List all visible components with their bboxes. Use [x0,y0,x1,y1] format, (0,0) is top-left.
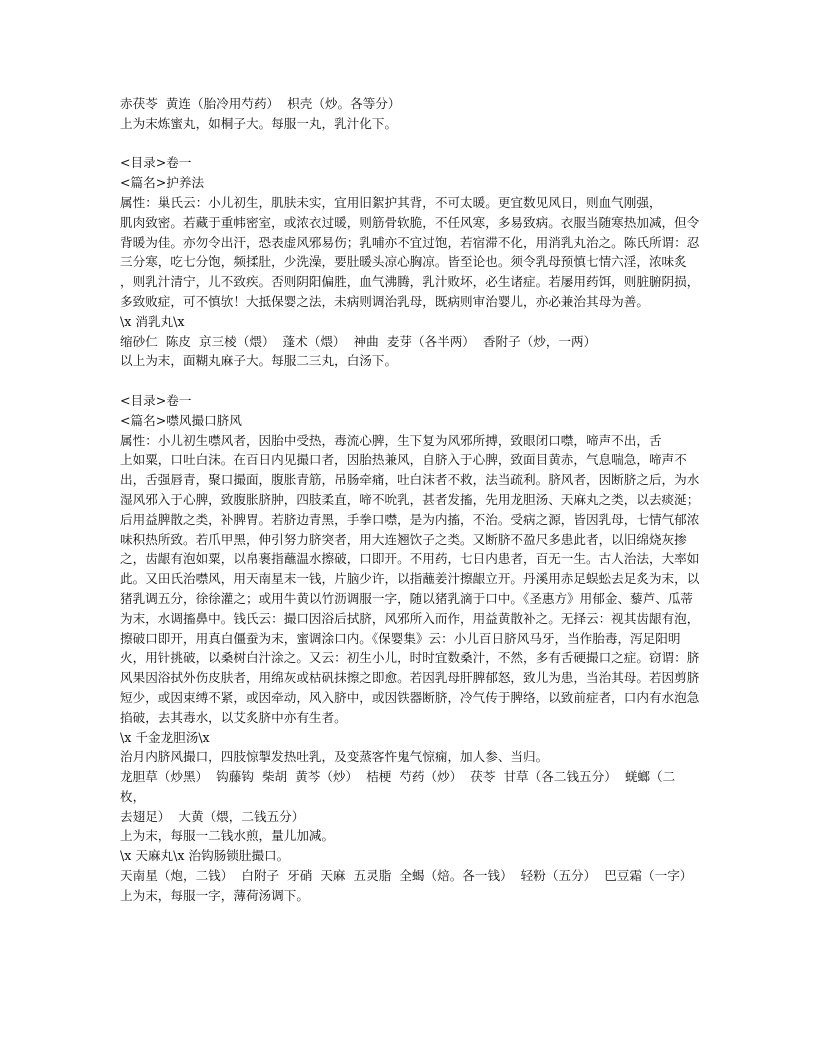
ingredients-line: 缩砂仁 陈皮 京三棱（煨） 蓬术（煨） 神曲 麦芽（各半两） 香附子（炒，一两） [120,333,597,349]
document-page [120,94,700,906]
text-line: 上为末炼蜜丸，如桐子大。每服一丸，乳汁化下。 [120,115,398,131]
catalog-heading: <目录>卷一 [120,392,192,408]
paragraph: 肌肉致密。若藏于重帏密室，或浓衣过暖，则筋骨软脆，不任风寒，多易致病。衣服当随寒热加减，但令背暖为佳。亦勿令出汗，恐表虚风邪易伤；乳哺亦不宜过饱，若宿滞不化，用消乳丸治之。陈氏所谓：忍三分寒，吃七分饱，频揉肚，少洗澡，要肚暖头凉心胸凉。皆至论也。须令乳母预慎七情六淫，浓味炙 ，则乳汁清宁，儿不致疾。否则阴阳偏胜，血气沸腾，乳汁败坏，必生诸症。若屡用药饵，则脏腑阴损，多致败症，可不慎欤！大抵保婴之法，未病则调治乳母，既病则审治婴儿，亦必兼治其母为善。 [120,214,700,309]
text-line: 以上为末，面糊丸麻子大。每服二三丸，白汤下。 [120,353,398,369]
text-line: 属性：小儿初生噤风者，因胎中受热，毒流心脾，生下复为风邪所搏，致眼闭口噤，啼声不出，舌 [120,432,662,448]
text-line: 治月内脐风撮口，四肢惊掣发热吐乳，及变蒸客忤鬼气惊痫，加人参、当归。 [120,749,549,765]
catalog-heading: <目录>卷一 [120,155,192,171]
chapter-heading: <篇名>护养法 [120,175,205,191]
formula-title: \x 天麻丸\x 治钩肠锁肚撮口。 [120,848,290,864]
chapter-heading: <篇名>噤风撮口脐风 [120,412,242,428]
ingredients-line: 龙胆草（炒黑） 钩藤钩 柴胡 黄芩（炒） 桔梗 芍药（炒） 茯苓 甘草（各二钱五分） 蜣螂（二枚， [120,769,676,804]
blank-line [120,134,700,154]
ingredients-line: 天南星（炮，二钱） 白附子 牙硝 天麻 五灵脂 全蝎（焙。各一钱） 轻粉（五分） 巴豆霜（一字） [120,868,693,884]
formula-title: \x 消乳丸\x [120,313,185,329]
formula-title: \x 千金龙胆汤\x [120,729,210,745]
ingredients-line: 去翅足） 大黄（煨，二钱五分） [120,808,305,824]
blank-line [120,371,700,391]
text-line: 上为末，每服一二钱水煎，量儿加减。 [120,828,335,844]
text-line: 上为末，每服一字，薄荷汤调下。 [120,887,309,903]
text-line: 属性：巢氏云：小儿初生，肌肤未实，宜用旧絮护其背，不可太暖。更宜数见风日，则血气刚强， [120,194,662,210]
text-line: 赤茯苓 黄连（胎冷用芍药） 枳壳（炒。各等分） [120,96,401,111]
paragraph: 上如粟，口吐白沫。在百日内见撮口者，因胎热兼风，自脐入于心脾，致面目黄赤，气息喘急，啼声不出，舌强唇青，聚口撮面，腹胀青筋，吊肠牵痛，吐白沫者不救，法当疏利。脐风者，因断脐之后，为水湿风邪入于心脾，致腹胀脐肿，四肢柔直，啼不吮乳，甚者发搐，先用龙胆汤、天麻丸之类，以去痰涎；后用益脾散之类，补脾胃。若脐边青黑，手拳口噤，是为内搐，不治。受病之源，皆因乳母，七情气郁浓味积热所致。若爪甲黑，伸引努力脐突者，用大连翘饮子之类。又断脐不盈尺多患此者，以旧绵烧灰掺之，齿龈有泡如粟，以帛裹指蘸温水擦破，口即开。不用药，七日内患者，百无一生。古人治法，大率如此。又田氏治噤风，用天南星末一钱，片脑少许，以指蘸姜汁擦龈立开。丹溪用赤足蜈蚣去足炙为末，以猪乳调五分，徐徐灌之；或用牛黄以竹沥调服一字，随以猪乳滴于口中。《圣惠方》用郁金、藜芦、瓜蒂为末，水调搐鼻中。钱氏云：撮口因浴后拭脐，风邪所入而作，用益黄散补之。无择云：视其齿龈有泡，擦破口即开，用真白僵蚕为末，蜜调涂口内。《保婴集》云：小儿百日脐风马牙，当作胎毒，泻足阳明火，用针挑破，以桑树白汁涂之。又云：初生小儿，时时宜数桑汁，不然，多有舌硬撮口之症。窃谓：脐风果因浴拭外伤皮肤者，用绵灰或枯矾抹擦之即愈。若因乳母肝脾郁怒，致儿为患，当治其母。若因剪脐短少，或因束缚不紧，或因牵动，风入脐中，或因铁器断脐，冷气传于脾络，以致前症者，口内有水泡急掐破，去其毒水，以艾炙脐中亦有生者。 [120,452,700,725]
